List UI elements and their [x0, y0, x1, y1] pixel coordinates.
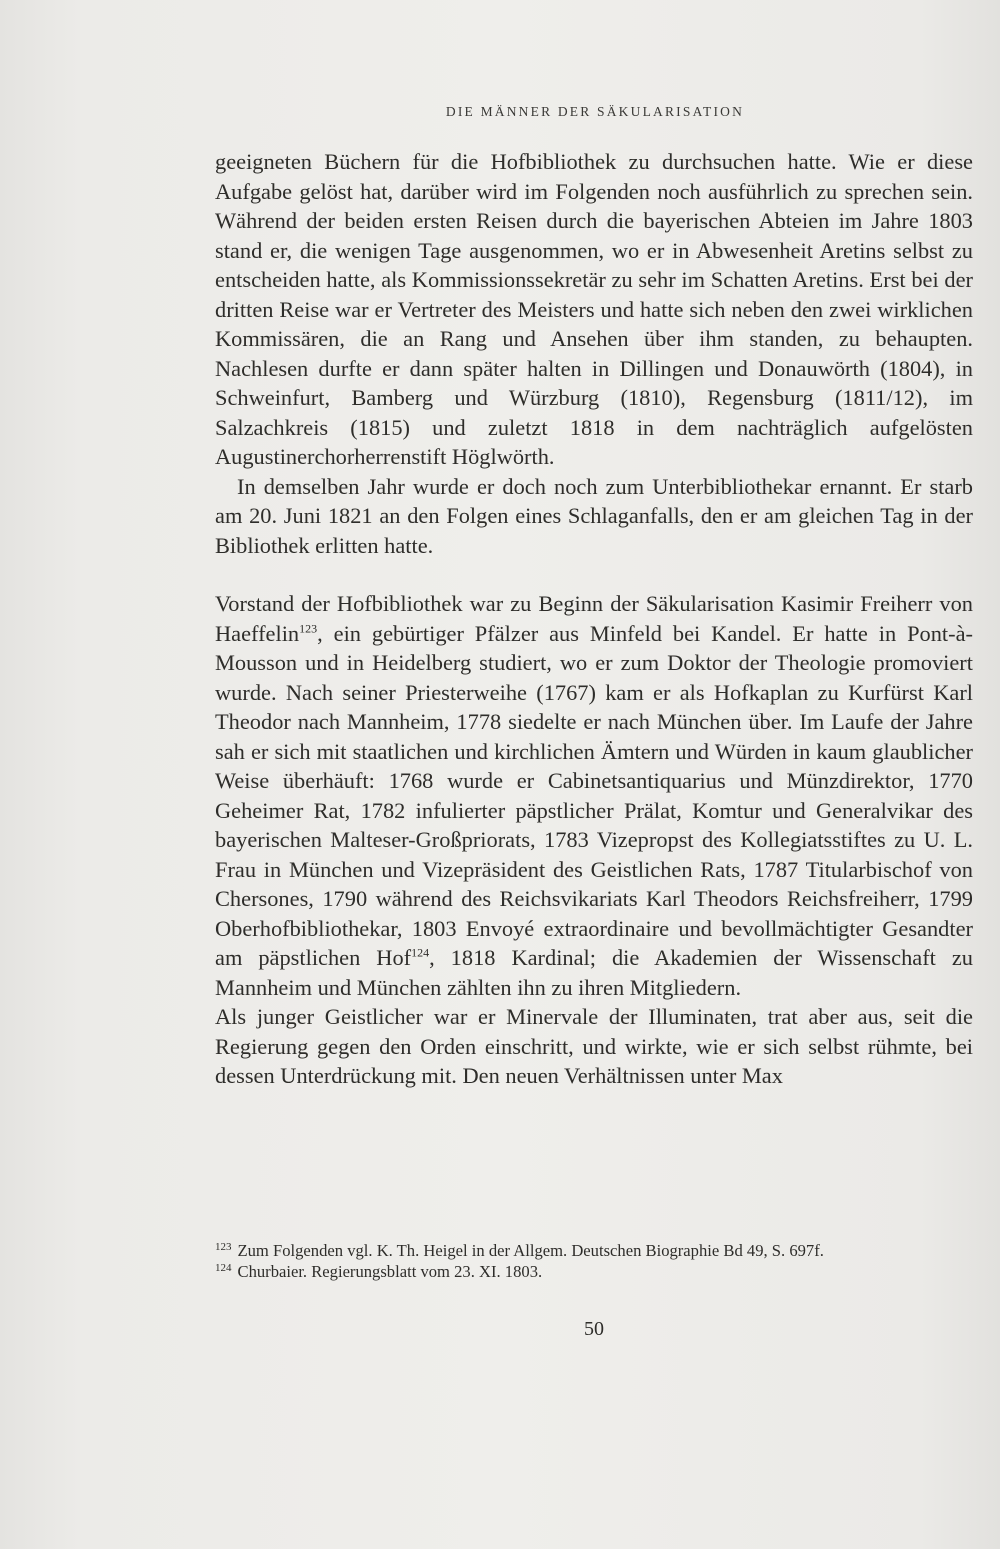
footnote	[215, 1240, 973, 1261]
paragraph-text: In demselben Jahr wurde er doch noch zum Unterbibliothekar ernannt. Er starb am 20. Juni 1821 an den Folgen eines Schlaganfalls, den er am gleichen Tag in der Bibliothek erlitten hatte.	[215, 473, 973, 558]
footnote-text: Zum Folgenden vgl. K. Th. Heigel in der Allgem. Deutschen Biographie Bd 49, S. 697f.	[237, 1241, 824, 1260]
running-head: DIE MÄNNER DER SÄKULARISATION	[445, 104, 745, 119]
paragraph	[215, 147, 973, 472]
footnote-ref: 124	[411, 945, 430, 960]
page-number: 50	[584, 1318, 604, 1340]
paragraph	[215, 1002, 973, 1091]
paragraph-text: geeigneten Büchern für die Hofbibliothek zu durchsuchen hatte. Wie er diese Aufgabe gelöst hat, darüber wird im Folgenden noch ausführlich zu sprechen sein. Während der beiden ersten Reisen durch die bayerischen Abteien im Jahre 1803 stand er, die wenigen Tage ausgenommen, wo er in Abwesenheit Aretins selbst zu entscheiden hatte, als Kommissionssekretär zu sehr im Schatten Aretins. Erst bei der dritten Reise war er Vertreter des Meisters und hatte sich neben den zwei wirklichen Kommissären, die an Rang und Ansehen über ihm standen, zu behaupten. Nachlesen durfte er dann später halten in Dillingen und Donauwörth (1804), in Schweinfurt, Bamberg und Würzburg (1810), Regensburg (1811/12), im Salzachkreis (1815) und zuletzt 1818 in dem nachträglich aufgelösten Augustinerchorherrenstift Höglwörth.	[215, 149, 973, 469]
paragraph-text: , 1818 Kardinal; die Akademien der Wissenschaft zu Mannheim und München zählten ihn zu ihren Mitgliedern.	[215, 945, 973, 1000]
body-text	[215, 147, 973, 1091]
footnote-ref: 123	[299, 621, 318, 636]
paragraph	[215, 589, 973, 1002]
paragraph-text: , ein gebürtiger Pfälzer aus Minfeld bei Kandel. Er hatte in Pont-à-Mousson und in Heidelberg studiert, wo er zum Doktor der Theologie promoviert wurde. Nach seiner Priesterweihe (1767) kam er als Hofkaplan zu Kurfürst Karl Theodor nach Mannheim, 1778 siedelte er nach München über. Im Laufe der Jahre sah er sich mit staatlichen und kirchlichen Ämtern und Würden in kaum glaublicher Weise überhäuft: 1768 wurde er Cabinetsantiquarius und Münzdirektor, 1770 Geheimer Rat, 1782 infulierter päpstlicher Prälat, Komtur und Generalvikar des bayerischen Malteser-Großpriorats, 1783 Vizepropst des Kollegiatsstiftes zu U. L. Frau in München und Vizepräsident des Geistlichen Rats, 1787 Titularbischof von Chersones, 1790 während des Reichsvikariats Karl Theodors Reichsfreiherr, 1799 Oberhofbibliothekar, 1803 Envoyé extraordinaire und bevollmächtigter Gesandter am päpstlichen Hof	[215, 620, 973, 970]
paragraph-text: Als junger Geistlicher war er Minervale der Illuminaten, trat aber aus, seit die Regierung gegen den Orden einschritt, und wirkte, wie er sich selbst rühmte, bei dessen Unterdrückung mit. Den neuen Verhältnissen unter Max	[215, 1004, 973, 1088]
footnote-number: 124	[215, 1262, 232, 1274]
footnote-text: Churbaier. Regierungsblatt vom 23. XI. 1803.	[237, 1262, 543, 1281]
footnote-number: 123	[215, 1241, 232, 1253]
footnote	[215, 1261, 973, 1282]
paragraph-text: Vorstand der Hofbibliothek war zu Beginn der Säkularisation Kasimir Freiherr von Haeffelin	[215, 591, 973, 646]
paragraph	[215, 472, 973, 561]
footnotes	[215, 1240, 973, 1282]
